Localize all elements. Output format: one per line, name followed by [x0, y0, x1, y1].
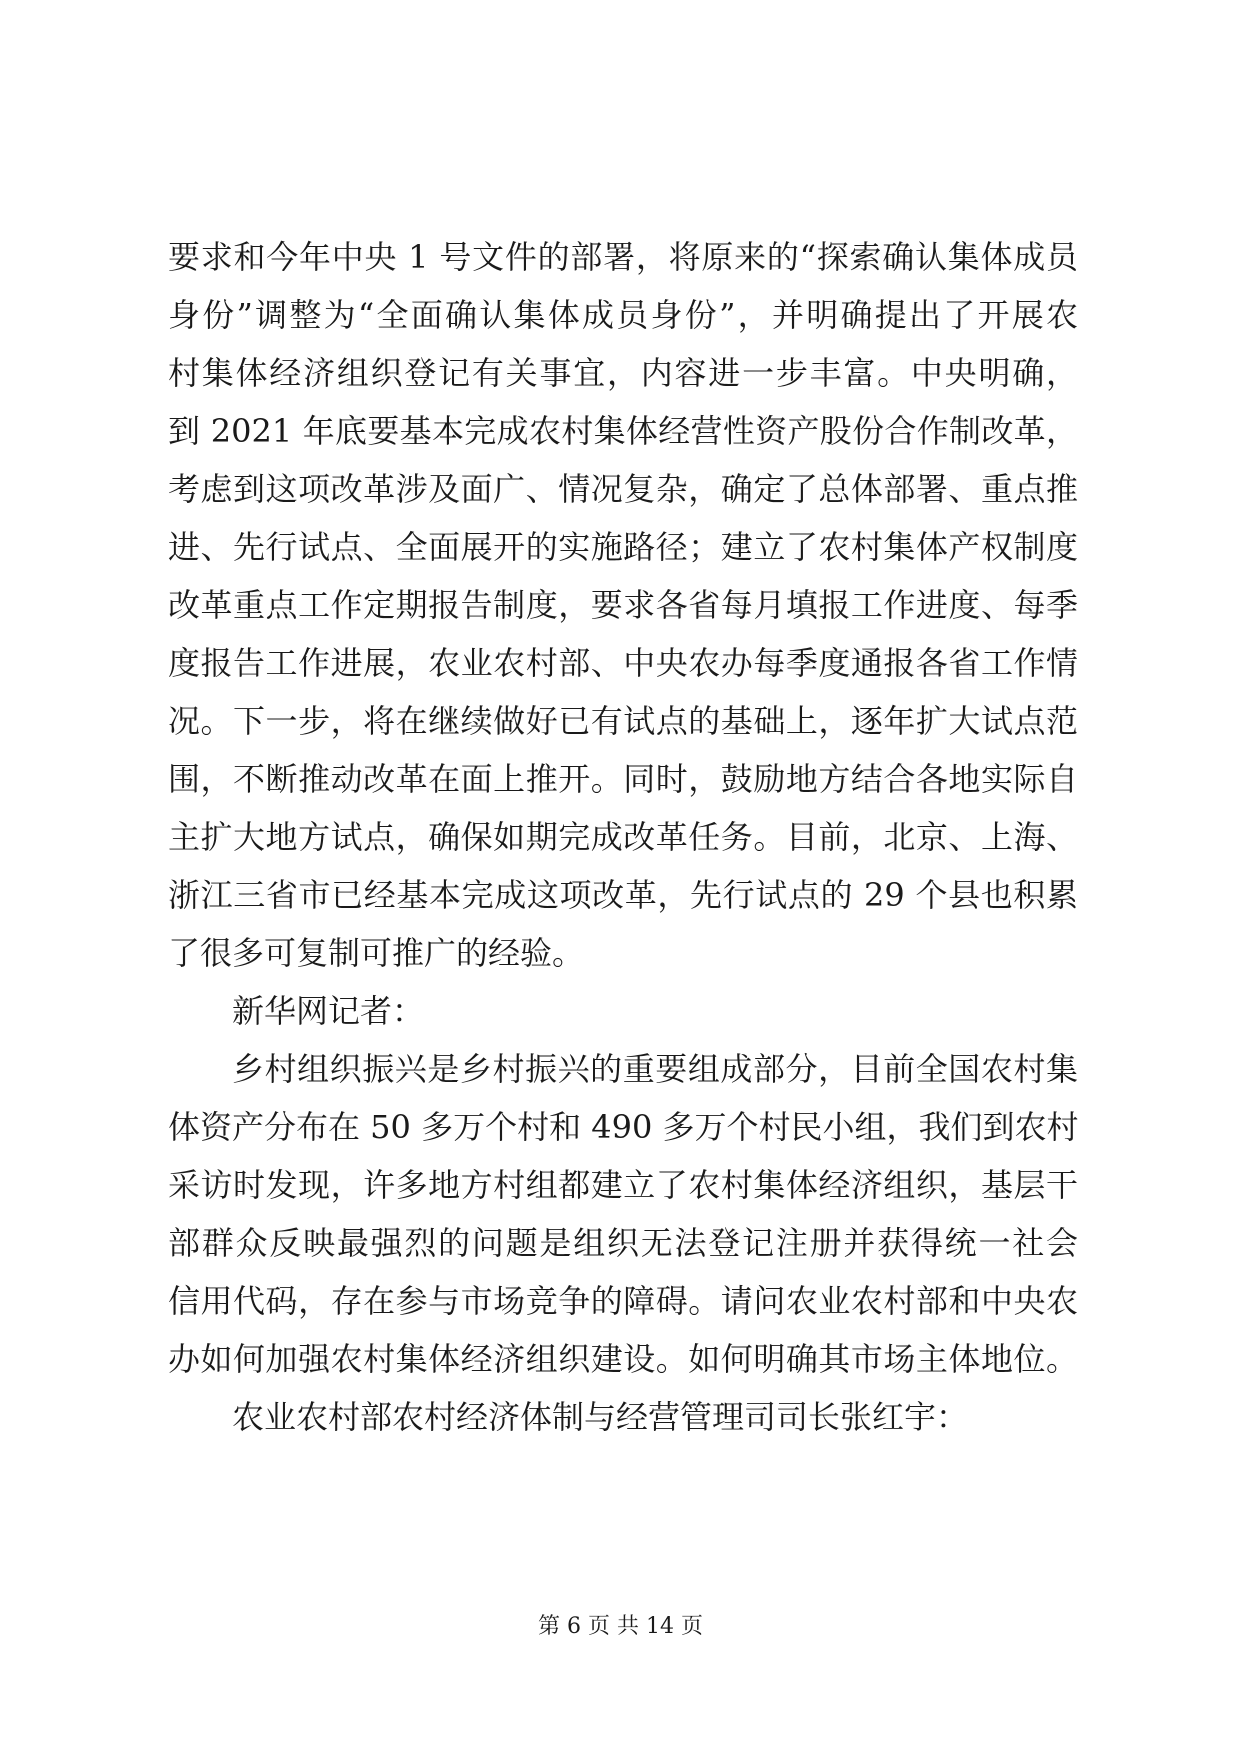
text-line: 改革重点工作定期报告制度，要求各省每月填报工作进度、每季 — [168, 586, 1078, 624]
speaker-label-official: 农业农村部农村经济体制与经营管理司司长张红宇： — [232, 1398, 969, 1436]
text-line: 要求和今年中央 1 号文件的部署，将原来的“探索确认集体成员 — [168, 238, 1078, 276]
text-line: 体资产分布在 50 多万个村和 490 多万个村民小组，我们到农村 — [168, 1108, 1079, 1146]
text-line: 乡村组织振兴是乡村振兴的重要组成部分，目前全国农村集 — [232, 1050, 1078, 1088]
text-line: 度报告工作进展，农业农村部、中央农办每季度通报各省工作情 — [168, 644, 1078, 682]
speaker-label-reporter: 新华网记者： — [232, 992, 425, 1030]
text-line: 采访时发现，许多地方村组都建立了农村集体经济组织，基层干 — [168, 1166, 1078, 1204]
text-line: 考虑到这项改革涉及面广、情况复杂，确定了总体部署、重点推 — [168, 470, 1078, 508]
paragraph-1 — [168, 228, 1078, 982]
text-line: 主扩大地方试点，确保如期完成改革任务。目前，北京、上海、 — [168, 818, 1078, 856]
text-line: 了很多可复制可推广的经验。 — [168, 934, 585, 972]
paragraph-2 — [168, 1040, 1078, 1388]
text-line: 到 2021 年底要基本完成农村集体经营性资产股份合作制改革， — [168, 412, 1078, 450]
text-line: 浙江三省市已经基本完成这项改革，先行试点的 29 个县也积累 — [168, 876, 1078, 914]
text-line: 身份”调整为“全面确认集体成员身份”，并明确提出了开展农 — [168, 296, 1078, 334]
text-line: 办如何加强农村集体经济组织建设。如何明确其市场主体地位。 — [168, 1340, 1078, 1378]
page-footer: 第 6 页 共 14 页 — [538, 1614, 703, 1639]
text-line: 进、先行试点、全面展开的实施路径；建立了农村集体产权制度 — [168, 528, 1078, 566]
text-line: 信用代码，存在参与市场竞争的障碍。请问农业农村部和中央农 — [168, 1282, 1078, 1320]
text-line: 况。下一步，将在继续做好已有试点的基础上，逐年扩大试点范 — [168, 702, 1078, 740]
body-text — [168, 228, 1078, 1446]
text-line: 村集体经济组织登记有关事宜，内容进一步丰富。中央明确， — [168, 354, 1078, 392]
text-line: 部群众反映最强烈的问题是组织无法登记注册并获得统一社会 — [168, 1224, 1078, 1262]
text-line: 围，不断推动改革在面上推开。同时，鼓励地方结合各地实际自 — [168, 760, 1078, 798]
